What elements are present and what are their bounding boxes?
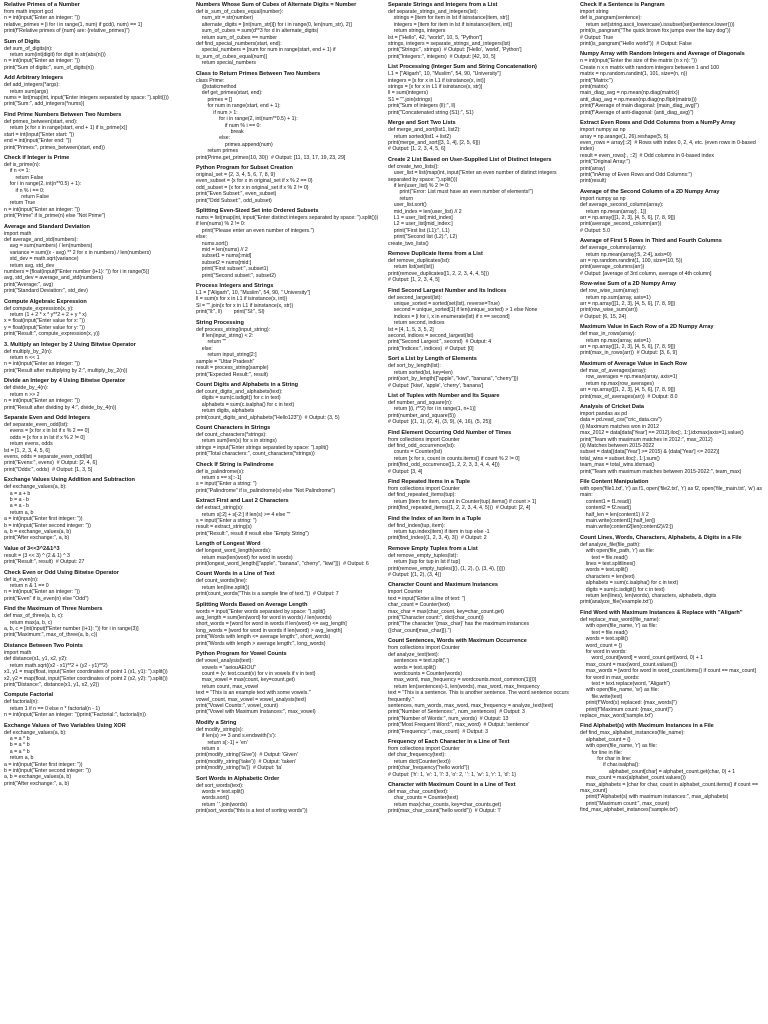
code-section (388, 120, 572, 153)
code-block: def max_char_count(text): char_counts = Counter(text) return max(char_counts, key=char_counts.get) print(max_char_count("hello world")) # Output: 'l' (388, 789, 502, 815)
code-section (580, 120, 764, 185)
code-block: def exchange_values(a, b): a = a + b b = a - b a = a - b return a, b a = int(input("Enter first integer: ")) b = int(input("Enter second integer: ")) a, b = exchange_values(a, b) print("After exchange:", a, b) (4, 484, 91, 542)
section-title: Count Characters in Strings (196, 424, 271, 431)
section-title: Remove Duplicate Items from a List (388, 251, 483, 257)
code-block: def merge_and_sort(list1, list2): return sorted(list1 + list2) print(merge_and_sort([3, 1, 4], [2, 5, 6])) # Output: [1, 2, 3, 4, 5, 6] (388, 127, 481, 153)
section-title: Find Prime Numbers Between Two Numbers (4, 111, 122, 118)
code-section (388, 2, 572, 60)
code-section (196, 541, 380, 567)
section-title: Add Arbitrary Integers (4, 75, 64, 82)
code-section (388, 516, 572, 542)
code-section (580, 361, 764, 400)
code-section (196, 776, 380, 815)
section-title: Average of First 5 Rows in Third and Fourth Columns (580, 238, 722, 245)
code-block: def extract_string(s): return s[:2] + s[-2:] if len(s) >= 4 else "" s = input("Enter a string: ") result = extract_string(s) print("Result:", result if result else "Empty String") (196, 505, 309, 537)
section-title: Count Sentences, Words with Maximum Occurrence (388, 638, 527, 645)
code-section (580, 189, 764, 234)
code-section (196, 71, 380, 161)
section-title: Find Word with Maximum Instances & Replace with "Aligarh" (580, 609, 743, 616)
section-title: Value of 3<<3^2&1^3 (4, 545, 60, 552)
code-section (4, 643, 188, 688)
section-title: Find Element Occurring Odd Number of Times (388, 429, 512, 436)
section-title: Count Lines, Words, Characters, Alphabets, & Digits in a File (580, 534, 742, 541)
code-block: def count_characters(*strings): return sum(len(s) for s in strings) strings = input("Enter strings separated by space: ").split() print("Total characters:", count_characters(*strings)) (196, 431, 329, 458)
code-block: def analyze_file(file_path): with open(file_path, 'r') as file: text = file.read() lines = text.splitlines() words = text.split() characters = len(text) alphabets = sum(c.isalpha() for c in text) digits = sum(c.isdigit() for c in text) return len(lines), len(words), characters, alphabets, digits print(analyze_file('example.txt')) (580, 541, 717, 606)
code-section (196, 382, 380, 421)
code-section (580, 281, 764, 320)
code-section (4, 606, 188, 639)
section-title: Length of Longest Word (196, 541, 261, 548)
code-block: import Counter text = input("Enter a line of text: ") char_count = Counter(text) max_char = max(char_count, key=char_count.get) print("Character count:", dict(char_count)) print("The character '{max_char}' has the maximum instances ({char_count[max_char]}).") (388, 589, 530, 634)
section-title: Splitting Even-Sized Set into Ordered Subsets (196, 207, 319, 214)
section-title: Maximum Value in Each Row of a 2D Numpy Array (580, 324, 714, 331)
column-2 (196, 2, 380, 1022)
code-section (580, 610, 764, 720)
section-title: String Processing (196, 319, 244, 326)
code-section (4, 112, 188, 151)
section-title: Compute Algebraic Expression (4, 298, 87, 305)
code-section (388, 157, 572, 247)
code-block: original_set = {2, 3, 4, 5, 6, 7, 8, 9} even_subset = {x for x in original_set if x % 2 == 0} odd_subset = {x for x in original_set if x % 2 != 0} print("Even Subset:", even_subset) print("Odd Subset:", odd_subset) (196, 171, 313, 204)
code-block: words = input("Enter words separated by space: ").split() avg_length = sum(len(word) for word in words) / len(words) short_words = [word for word in words if len(word) <= avg_length] long_words = [word for word in words if len(word) > avg_length] print("Words with length <= average length:", short_words) print("Words with length > average length:", long_words) (196, 608, 347, 647)
section-title: Find the Index of an Item in a Tuple (388, 515, 482, 522)
section-title: Process Integers and Strings (196, 283, 274, 290)
section-title: Extract First and Last 2 Characters (196, 498, 289, 505)
section-title: Merge and Sort Two Lists (388, 120, 456, 127)
code-section (196, 283, 380, 316)
code-block: def find_index(tup, item): return tup.index(item) if item in tup else -1 print(find_index((1, 2, 3, 4), 3)) # Output: 2 (388, 522, 490, 542)
code-section (388, 479, 572, 512)
section-title: Check If String is Palindrome (196, 461, 274, 468)
code-section (580, 479, 764, 531)
code-section (4, 477, 188, 542)
section-title: Sum of Digits (4, 38, 41, 45)
section-title: Separate Even and Odd Integers (4, 414, 91, 421)
code-block: from math import gcd n = int(input("Enter an integer: ")) relative_primes = [i for i in range(1, num) if gcd(i, num) == 1] print(f"Relative primes of {num} are: {relative_primes}") (4, 9, 142, 35)
section-title: Numpy Array with Random Integers and Average of Diagonals (580, 51, 745, 58)
code-block: def sort_words(text): words = text.split() words.sort() return ' '.join(words) print(sort_words("this is a test of sorting words")) (196, 782, 308, 815)
code-section (580, 2, 764, 47)
code-section (196, 425, 380, 458)
section-title: Splitting Words Based on Average Length (196, 601, 308, 608)
code-block: def longest_word_length(words): return max(len(word) for word in words) print(longest_word_length(["apple", "banana", "cherry", "kiwi"])) # Output: 6 (196, 548, 369, 568)
code-section (4, 39, 188, 72)
section-title: Check if Integer is Prime (4, 154, 70, 161)
code-section (388, 64, 572, 116)
section-title: Find the Maximum of Three Numbers (4, 606, 103, 613)
code-block: L1 = ["Aligarh", 10, "Muslim", 54, 90, "University"] integers = [x for x in L1 if isinstance(x, int)] strings = [x for x in L1 if isinstance(x, str)] ll = sum(integers) S1 = "".join(strings) print("Sum of integers (ll):", ll) print("Concatenated string (S1):", S1) (388, 71, 501, 116)
code-block: from collections import Counter def char_frequency(text): return dict(Counter(text)) print(char_frequency("hello world")) # Output: {'h': 1, 'e': 1, 'l': 3, 'o': 2, ' ': 1, 'w': 1, 'r': 1, 'd': 1} (388, 745, 517, 778)
section-title: Analysis of Cricket Data (580, 403, 645, 410)
code-block: def create_two_lists(): user_list = list(map(int, input("Enter an even number of distinct integers separated by space: ").split())) if len(user_list) % 2 != 0: print("Error: List must have an even number of elements!") return user_list.sort() mid_index = len(user_list) // 2 L1 = user_list[:mid_index] L2 = user_list[mid_index:] print("First list (L1):", L1) print("Second list (L2):", L2) create_two_lists() (388, 163, 557, 247)
column-1 (4, 2, 188, 1022)
code-block: def multiply_by_2(n): return n << 1 n = int(input("Enter an integer: ")) print("Result after multiplying by 2:", multiply_by_2(n)) (4, 348, 128, 374)
code-block: import pandas as pd data = pd.read_csv("cric_data.csv") (i) Maximum matches won in 2012 max_2012 = data[data['Year'] == 2012].iloc[:, 1:].idxmax(axis=1).value() print("Team with maximum matches in 2012:", max_2012) (ii) Matches between 2015-2022 subset = data[(data['Year'] >= 2015) & (data['Year'] <= 2022)] total_wins = subset.iloc[:, 1:].sum() team_max = total_wins.idxmax() print("Team with maximum matches between 2015-2022:", team_max) (580, 410, 744, 475)
section-title: Average of the Second Column of a 2D Numpy Array (580, 188, 720, 195)
code-section (196, 462, 380, 495)
code-section (4, 723, 188, 788)
code-section (580, 324, 764, 357)
code-section (388, 582, 572, 634)
code-section (4, 224, 188, 295)
code-section (4, 2, 188, 35)
code-section (4, 342, 188, 375)
code-block: def is_sum_of_cubes_equal(number): num_str = str(number) alternate_digits = [int(num_str[i]) for i in range(0, len(num_str), 2)] sum_of_cubes = sum(d**3 for d in alternate_digits) return sum_of_cubes == number def find_special_numbers(start, end): special_numbers = [num for num in range(start, end + 1) if is_sum_of_cubes_equal(num)] return special_numbers (196, 9, 352, 67)
code-block: def divide_by_4(n): return n >> 2 n = int(input("Enter an integer: ")) print("Result after dividing by 4:", divide_by_4(n)) (4, 385, 117, 411)
section-title: Relative Primes of a Number (4, 2, 80, 8)
code-block: def find_max_alphabet_instances(file_name): alphabet_count = {} with open(file_name, 'r') as file: for line in file: for char in line: if char.isalpha(): alphabet_count[char] = alphabet_count.get(char, 0) + 1 max_count = max(alphabet_count.values()) max_alphabets = [char for char, count in alphabet_count.items() if count == max_count] print(f"Alphabet(s) with maximum instances:", max_alphabets) print("Maximum count:", max_count) find_max_alphabet_instances('sample.txt') (580, 730, 759, 814)
section-title: Find Alphabet(s) with Maximum Instances in a File (580, 723, 714, 730)
code-block: def process_string(input_string): if len(input_string) < 2: return "" else: return input_string[2:] sample = "Uttar Pradesh" result = process_string(sample) print("Expected Result:", result) (196, 326, 271, 378)
code-section (580, 404, 764, 475)
code-section (388, 546, 572, 579)
code-section (388, 251, 572, 284)
section-title: Numbers Whose Sum of Cubes of Alternate Digits = Number (196, 2, 357, 8)
column-3 (388, 2, 572, 1022)
code-block: def replace_max_word(file_name): with open(file_name, 'r') as file: text = file.read() words = text.split() word_count = {} for word in words: word_count[word] = word_count.get(word, 0) + 1 max_count = max(word_count.values()) max_words = [word for word in word_count.items() if count == max_count] for word in max_words: text = text.replace(word, "Aligarh") with open(file_name, 'w') as file: file.write(text) print(f"Word(s) replaced: {max_words}") print(f"Maximum count: {max_count}") replace_max_word('sample.txt') (580, 616, 757, 719)
code-block: def max_in_rows(array): return np.max(array, axis=1) arr = np.array([[1, 2, 3], [4, 5, 6], [7, 8, 9]]) print(max_in_rows(arr)) # Output: [3, 6, 9] (580, 331, 677, 357)
section-title: Create 2 List Based on User-Supplied List of Distinct Integers (388, 156, 552, 163)
code-section (388, 638, 572, 735)
code-section (196, 208, 380, 279)
code-section (4, 415, 188, 473)
code-section (4, 155, 188, 220)
code-section (196, 2, 380, 67)
code-block: def primes_between(start, end): return [x for x in range(start, end + 1) if is_prime(x)] start = int(input("Enter start: ")) end = int(input("Enter end: ")) print("Primes:", primes_between(start, end)) (4, 118, 127, 151)
code-block: def is_even(n): return n & 1 == 0 n = int(input("Enter an integer: ")) print("Even" if is_even(n) else "Odd") (4, 576, 89, 602)
code-section (388, 393, 572, 426)
code-block: import string def is_pangram(sentence): return set(string.ascii_lowercase).issubset(set(sentence.lower())) print(is_pangram("The quick brown fox jumps over the lazy dog")) # Output: True print(is_pangram("Hello world")) # Output: False (580, 9, 735, 48)
section-title: List Processing (Integer Sum and String Concatenation) (388, 64, 537, 71)
code-block: def remove_empty_tuples(lst): return [tup for tup in lst if tup] print(remove_empty_tuples([(), (1, 2), (), (3, 4), ()])) # Output: [(1, 2), (3, 4)] (388, 552, 506, 579)
code-section (4, 75, 188, 108)
code-block: L1 = ["Aligarh", 10, "Muslim", 54, 90, " University"] ll = sum(x for x in L1 if isinstance(x, int)) Sl = "".join(x for x in L1 if isinstance(x, str)) print("ll:", ll) print("Sl:", Sl) (196, 290, 311, 316)
section-title: Frequency of Each Character in a Line of Text (388, 738, 510, 745)
code-section (196, 602, 380, 647)
section-title: Separate Strings and Integers from a List (388, 2, 498, 8)
code-block: def separate_strings_and_integers(lst): strings = [item for item in lst if isinstance(item, str)] integers = [item for item in lst if isinstance(item, int)] return strings, integers lst = ["Hello", 42, "world", 10, 5, "Python"] strings, integers = separate_strings_and_integers(lst) print("Strings:", strings) # Output: ['Hello', 'world', 'Python'] print("Integers:", integers) # Output: [42, 10, 5] (388, 9, 522, 60)
section-title: Check If a Sentence is Pangram (580, 2, 665, 8)
code-section (196, 571, 380, 597)
section-title: Exchange Values of Two Variables Using XOR (4, 722, 126, 729)
code-block: def number_and_square(n): return [(i, i**2) for i in range(1, n+1)] print(number_and_square(5)) # Output: [(1, 1), (2, 4), (3, 9), (4, 16), (5, 25)] (388, 399, 492, 426)
code-block: def modify_string(s): if len(s) >= 3 and s.endswith('s'): return s[:-1] + 'en' return s print(modify_string('Give')) # Output: 'Given' print(modify_string('take')) # Output: 'taken' print(modify_string('ta')) # Output: 'ta' (196, 726, 298, 772)
code-block: def factorial(n): return 1 if n == 0 else n * factorial(n - 1) n = int(input("Enter an integer: "))print("Factorial:", factorial(n)) (4, 699, 146, 719)
section-title: Extract Even Rows and Odd Columns from a NumPy Array (580, 120, 736, 127)
code-block: def second_largest(lst): unique_sorted = sorted(set(lst), reverse=True) second = unique_sorted[1] if len(unique_sorted) > 1 else None indices = [i for i, x in enumerate(lst) if x == second] return second, indices lst = [4, 1, 5, 3, 5, 2] second, indices = second_largest(lst) print("Second Largest:", second) # Output: 4 print("Indices:", indices) # Output: [0] (388, 294, 538, 352)
section-title: List of Tuples with Number and Its Square (388, 392, 500, 399)
section-title: Distance Between Two Points (4, 642, 83, 649)
code-block: def remove_duplicates(lst): return list(set(lst)) print(remove_duplicates([1, 2, 2, 3, 4, 4, 5])) # Output: [1, 2, 3, 4, 5] (388, 258, 489, 284)
code-block: with open('file1.txt', 'r') as f1, open('file2.txt', 'r') as f2, open('file_main.txt', 'w') as main: content1 = f1.read() content2 = f2.read() half_len = len(content1) // 2 main.write(content1[:half_len]) main.write(content2[len(content2)//2:]) (580, 485, 762, 531)
code-block: from collections import Counter def find_repeated_items(tup): return [item for item, count in Counter(tup).items() if count > 1] print(find_repeated_items((1, 2, 2, 3, 4, 4, 5))) # Output: [2, 4] (388, 485, 537, 512)
code-section (196, 320, 380, 378)
code-block: n = int(input("Enter the size of the matrix (n x n): ")) Create n x n matrix with random integers between 1 and 100 matrix = np.random.randint(1, 101, size=(n, n)) print("Matrix:") print(matrix) main_diag_avg = np.mean(np.diag(matrix)) anti_diag_avg = np.mean(np.diag(np.fliplr(matrix))) print(f"Average of main diagonal: {main_diag_avg}") print(f"Average of anti-diagonal: {anti_diag_avg}") (580, 58, 719, 116)
code-section (580, 535, 764, 606)
code-section (388, 356, 572, 389)
code-section (196, 165, 380, 204)
section-title: Python Program for Vowel Counts (196, 651, 287, 658)
section-title: Find Second Largest Number and Its Indices (388, 287, 507, 294)
section-title: Row-wise Sum of a 2D Numpy Array (580, 281, 677, 288)
code-block: def is_prime(n): if n <= 1: return False for i in range(2, int(n**0.5) + 1): if n % i == 0: return False return True n = int(input("Enter an integer: ")) print("Prime" if is_prime(n) else "Not Prime") (4, 161, 106, 220)
code-block: def count_words(line): return len(line.split()) print(count_words("This is a sample line of text.")) # Output: 7 (196, 578, 339, 598)
code-section (4, 692, 188, 718)
code-section (196, 651, 380, 716)
section-title: Count Words in a Line of Text (196, 571, 275, 578)
section-title: Remove Empty Tuples from a List (388, 545, 478, 552)
code-block: def is_palindrome(s): return s == s[::-1] s = input("Enter a string: ") print("Palindrome" if is_palindrome(s) else "Not Palindrome") (196, 468, 336, 494)
code-block: def separate_even_odd(lst): evens = [x for x in lst if x % 2 == 0] odds = [x for x in lst if x % 2 != 0] return evens, odds lst = [1, 2, 3, 4, 5, 6] evens, odds = separate_even_odd(lst) print("Evens:", evens) # Output: [2, 4, 6] print("Odds:", odds) # Output: [1, 3, 5] (4, 421, 97, 473)
code-section (4, 546, 188, 566)
code-block: def compute_expression(x, y): return (1 + 2 * x * y**2 + 2 + y * x) x = float(input("Enter value for x: ")) y = float(input("Enter value for y: ")) print("Result:", compute_expression(x, y)) (4, 305, 100, 338)
code-section (4, 570, 188, 603)
code-block: def row_wise_sum(array): return np.sum(array, axis=1) arr = np.array([[1, 2, 3], [4, 5, 6], [7, 8, 9]]) print(row_wise_sum(arr)) # Output: [6, 15, 24] (580, 288, 676, 320)
code-block: def sum_of_digits(n): return sum(int(digit) for digit in str(abs(n))) n = int(input("Enter an integer: ")) print("Sum of digits:", sum_of_digits(n)) (4, 45, 106, 71)
code-block: import math def average_and_std(numbers): avg = sum(numbers) / len(numbers) variance = sum((x - avg) ** 2 for x in numbers) / len(numbers) std_dev = math.sqrt(variance) return avg, std_dev numbers = [float(input(f"Enter number {i+1}: ")) for i in range(5)] avg, std_dev = average_and_std(numbers) print("Average:", avg) print("Standard Deviation:", std_dev) (4, 230, 151, 295)
section-title: Character with Maximum Count in a Line of Text (388, 782, 516, 788)
section-title: Count Digits and Alphabets in a String (196, 381, 299, 388)
section-title: Sort a List by Length of Elements (388, 356, 477, 363)
code-section (4, 378, 188, 411)
code-block: nums = list(map(int, input("Enter distinct integers separated by space: ").split())) if len(nums) % 2 != 0: print("Please enter an even number of integers.") else: nums.sort() mid = len(nums) // 2 subset1 = nums[:mid] subset2 = nums[mid:] print("First subset:", subset1) print("Second subset:", subset2) (196, 214, 379, 279)
code-block: import numpy as np def average_second_column(array): return np.mean(array[:, 1]) arr = np.array([[1, 2, 3], [4, 5, 6], [7, 8, 9]]) print(average_second_column(arr)) # Output: 5.0 (580, 195, 676, 234)
code-section (4, 299, 188, 338)
code-block: def sort_by_length(lst): return sorted(lst, key=len) print(sort_by_length(["apple", "kiwi", "banana", "cherry"])) # Output: ['kiwi', 'apple', 'cherry', 'banana'] (388, 363, 519, 389)
code-block: def max_of_three(a, b, c): return max(a, b, c) a, b, c = [int(input(f"Enter number {i+1}: ")) for i in range(3)] print("Maximum:", max_of_three(a, b, c)) (4, 613, 139, 639)
code-section (388, 430, 572, 475)
section-title: Class to Return Primes Between Two Numbers (196, 70, 321, 77)
section-title: Python Program for Subset Creation (196, 164, 293, 171)
code-block: from collections import Counter def find_odd_occurrence(lst): counts = Counter(lst) return [x for x, count in counts.items() if count % 2 != 0] print(find_odd_occurrence([1, 2, 2, 3, 3, 4, 4, 4])) # Output: [3, 4] (388, 436, 520, 475)
code-section (580, 723, 764, 813)
section-title: Character Count and Maximum Instances (388, 582, 499, 589)
code-block: import math def distance(x1, y1, x2, y2): return math.sqrt((x2 - x1)**2 + (y2 - y1)**2) x1, y1 = map(float, input("Enter coordinates of point 1 (x1, y1): ").split()) x2, y2 = map(float, input("Enter coordinates of point 2 (x2, y2): ").split()) print("Distance:", distance(x1, y1, x2, y2)) (4, 649, 168, 688)
code-section (196, 498, 380, 537)
section-title: Modify a String (196, 719, 237, 726)
column-4 (580, 2, 764, 1022)
code-section (388, 782, 572, 815)
section-title: Find Repeated Items in a Tuple (388, 478, 470, 485)
section-title: Exchange Values Using Addition and Subtraction (4, 477, 135, 484)
code-block: def count_digits_and_alphabets(text): digits = sum(c.isdigit() for c in text) alphabets = sum(c.isalpha() for c in text) return digits, alphabets print(count_digits_and_alphabets("Hello123")) # Output: (3, 5) (196, 388, 340, 421)
code-block: from collections import Counter def analyze_text(text): sentences = text.split('.') words = text.split() wordcounts = Counter(words) max_word, max_frequency = wordcounts.most_common(1)[0] return len(sentences)-1, len(words), max_word, max_frequency text = "This is a sentence. This is another sentence. The word sentence occurs frequently." sentences, num_words, max_word, max_frequency = analyze_text(text) print("Number of Sentences:", num_sentences) # Output: 3 print("Number of Words:", num_words) # Output: 13 print("Most Frequent Word:", max_word) # Output: 'sentence' print("Frequency:", max_count) # Output: 3 (388, 645, 569, 735)
section-title: Check Even or Odd Using Bitwise Operator (4, 569, 120, 576)
code-section (388, 739, 572, 778)
section-title: Maximum of Average Value in Each Row (580, 360, 687, 367)
section-title: Average and Standard Deviation (4, 223, 90, 230)
code-block: def add_integers(*args): return sum(args) nums = list(map(int, input("Enter integers separated by space: ").split())) print("Sum:", add_integers(*nums)) (4, 82, 169, 108)
section-title: Sort Words in Alphabetic Order (196, 775, 280, 782)
code-block: result = (3 << 3) ^ (2 & 1) ^ 3 print("Result:", result) # Output: 27 (4, 552, 85, 566)
code-block: def average_columns(array): return np.mean(array[:5, 2:4], axis=0) arr = np.random.randint(1, 100, size=(10, 5)) print(average_columns(arr)) # Output: [average of 3rd column, average of 4th column] (580, 245, 712, 277)
code-block: def vowel_analysis(text): vowels = "aeiouAEIOU" count = {v: text.count(v) for v in vowels if v in text} max_vowel = max(count, key=count.get) return count, max_vowel text = "This is an example text with some vowels." vowel_count, max_vowel = vowel_analysis(text) print("Vowel Counts:", vowel_count) print("Vowel with Maximum Instances:", max_vowel) (196, 658, 316, 716)
section-title: 3. Multiply an Integer by 2 Using Bitwise Operator (4, 341, 136, 348)
code-section (580, 51, 764, 116)
section-title: Compute Factorial (4, 692, 54, 699)
code-block: class Prime: @staticmethod def get_primes(start, end): primes = [] for num in range(start, end + 1): if num > 1: for i in range(2, int(num**0.5) + 1): if num % i == 0: break else: primes.append(num) return primes print(Prime.get_primes(10, 30)) # Output: [11, 13, 17, 19, 23, 29] (196, 77, 346, 161)
code-section (388, 288, 572, 353)
section-title: File Content Manipulation (580, 478, 649, 485)
section-title: Divide an Integer by 4 Using Bitwise Operator (4, 378, 126, 385)
code-section (580, 238, 764, 277)
code-block: def exchange_values(a, b): a = a ^ b b = a ^ b a = a ^ b return a, b a = int(input("Enter first integer: ")) b = int(input("Enter second integer: ")) a, b = exchange_values(a, b) print("After exchange:", a, b) (4, 729, 91, 787)
code-section (196, 720, 380, 772)
code-block: def max_of_averages(array): row_averages = np.mean(array, axis=1) return np.max(row_averages) arr = np.array([[1, 2, 3], [4, 5, 6], [7, 8, 9]]) print(max_of_averages(arr)) # Output: 8.0 (580, 367, 678, 400)
code-block: import numpy as np array = np.arange(1, 26).reshape(5, 5) even_rows = array[::2] # Rows with index 0, 2, 4, etc. (even rows in 0-based index) result = even_rows[:, ::2] # Odd columns in 0-based index print("Original Array:") print(array) print("\nArray of Even Rows and Odd Columns:") print(result) (580, 127, 756, 185)
